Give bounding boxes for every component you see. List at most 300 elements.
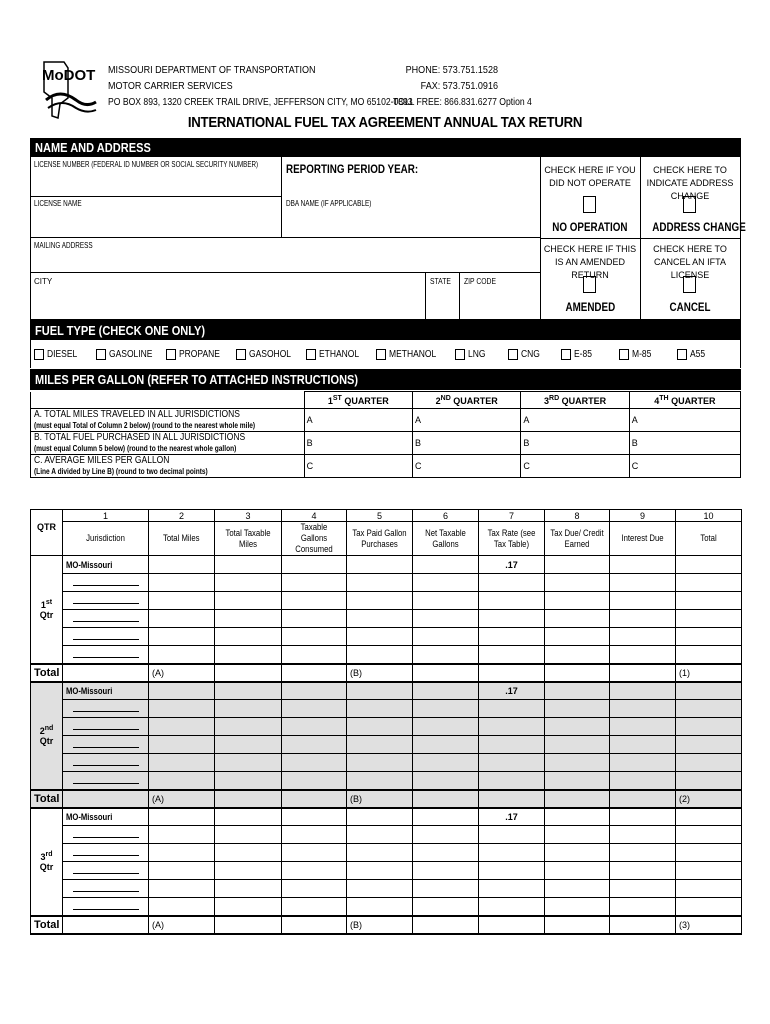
grid-cell[interactable] <box>413 772 479 790</box>
grid-cell[interactable] <box>545 718 610 736</box>
mpg-b-q3-letter: B <box>521 432 535 455</box>
grid-cell[interactable] <box>676 844 742 862</box>
grid-cell[interactable] <box>282 826 347 844</box>
mpg-a-q2-letter: A <box>413 409 427 432</box>
grid-cell[interactable] <box>413 790 479 808</box>
grid-cell[interactable] <box>676 754 742 772</box>
grid-cell[interactable] <box>347 628 413 646</box>
grid-cell[interactable] <box>215 862 282 880</box>
grid-cell[interactable] <box>545 736 610 754</box>
grid-cell[interactable] <box>215 718 282 736</box>
grid-cell[interactable] <box>610 556 676 574</box>
grid-cell[interactable] <box>347 898 413 916</box>
grid-cell[interactable] <box>479 826 545 844</box>
grid-cell[interactable] <box>610 736 676 754</box>
fuel-option-gasohol[interactable]: GASOHOL <box>236 349 298 360</box>
gasohol-checkbox[interactable] <box>236 349 246 360</box>
grid-cell[interactable] <box>215 682 282 700</box>
grid-cell[interactable] <box>610 646 676 664</box>
zip-code-field[interactable] <box>462 290 538 316</box>
grid-cell[interactable] <box>347 700 413 718</box>
no-operation-hint: CHECK HERE IF YOU DID NOT OPERATE <box>544 165 636 188</box>
modot-logo <box>38 58 102 122</box>
grid-cell[interactable] <box>149 700 215 718</box>
grid-cell[interactable] <box>149 592 215 610</box>
fuel-option-e85[interactable]: E-85 <box>561 349 595 360</box>
fuel-option-gasoline[interactable]: GASOLINE <box>96 349 160 360</box>
grid-cell[interactable] <box>282 736 347 754</box>
toll-free: TOLL FREE: 866.831.6277 Option 4 <box>393 96 532 108</box>
jurisdiction-field[interactable] <box>63 628 149 646</box>
grid-cell[interactable] <box>545 610 610 628</box>
grid-cell[interactable] <box>413 754 479 772</box>
grid-cell[interactable] <box>282 790 347 808</box>
grid-cell[interactable] <box>610 610 676 628</box>
grid-cell[interactable] <box>610 664 676 682</box>
m85-checkbox[interactable] <box>619 349 629 360</box>
mailing-address-field[interactable] <box>34 252 534 270</box>
total-miles-a[interactable]: (A) <box>149 916 215 934</box>
mpg-row-b-label: B. TOTAL FUEL PURCHASED IN ALL JURISDICTIONS (must equal Column 5 below) (round to the nearest whole gallon) <box>31 432 305 455</box>
grid-cell[interactable] <box>347 754 413 772</box>
grid-cell[interactable] <box>610 790 676 808</box>
grid-cell[interactable] <box>413 700 479 718</box>
grid-cell[interactable] <box>413 898 479 916</box>
grid-cell[interactable] <box>215 826 282 844</box>
col-number: 5 <box>347 510 413 522</box>
grid-cell[interactable] <box>676 574 742 592</box>
gasoline-checkbox[interactable] <box>96 349 106 360</box>
grid-cell[interactable] <box>545 826 610 844</box>
col-number: 6 <box>413 510 479 522</box>
jurisdiction-field[interactable] <box>63 592 149 610</box>
grid-cell[interactable] <box>479 916 545 934</box>
grid-cell[interactable] <box>610 880 676 898</box>
state-label: STATE <box>430 277 451 286</box>
grid-cell[interactable] <box>479 844 545 862</box>
grid-cell[interactable] <box>282 880 347 898</box>
grid-cell[interactable] <box>545 646 610 664</box>
grid-cell[interactable] <box>545 556 610 574</box>
mpg-a-q2-field[interactable] <box>426 409 521 432</box>
grid-cell[interactable] <box>282 664 347 682</box>
grid-cell[interactable] <box>479 592 545 610</box>
grid-cell[interactable] <box>282 592 347 610</box>
mpg-b-q2-field[interactable] <box>426 432 521 455</box>
grid-cell[interactable] <box>676 646 742 664</box>
mailing-address-label: MAILING ADDRESS <box>34 241 93 250</box>
grid-cell[interactable] <box>413 844 479 862</box>
grid-cell[interactable] <box>282 700 347 718</box>
a55-checkbox[interactable] <box>677 349 687 360</box>
grid-cell[interactable] <box>610 808 676 826</box>
reporting-period-field[interactable] <box>400 160 535 180</box>
col-header: Tax Due/ Credit Earned <box>545 522 610 556</box>
grid-cell[interactable] <box>676 700 742 718</box>
grid-cell[interactable] <box>215 610 282 628</box>
license-number-label: LICENSE NUMBER (FEDERAL ID NUMBER OR SOCIAL SECURITY NUMBER) <box>34 160 259 169</box>
grid-cell[interactable] <box>215 700 282 718</box>
grid-cell[interactable] <box>545 862 610 880</box>
col-header: Taxable Gallons Consumed <box>282 522 347 556</box>
jurisdiction-field[interactable] <box>63 880 149 898</box>
grid-cell[interactable] <box>347 592 413 610</box>
mpg-c-q4-field[interactable] <box>643 455 741 478</box>
grid-cell[interactable] <box>676 610 742 628</box>
grid-cell[interactable] <box>676 736 742 754</box>
grid-cell[interactable] <box>676 808 742 826</box>
total-gallons-b[interactable]: (B) <box>347 664 413 682</box>
grid-cell[interactable] <box>413 808 479 826</box>
grid-cell[interactable] <box>347 772 413 790</box>
dba-name-label: DBA NAME (IF APPLICABLE) <box>286 199 372 208</box>
grid-cell[interactable] <box>545 808 610 826</box>
mpg-b-q1-letter: B <box>304 432 318 455</box>
grid-cell[interactable] <box>610 916 676 934</box>
grid-cell[interactable] <box>545 898 610 916</box>
jurisdiction-field[interactable] <box>63 898 149 916</box>
grid-cell[interactable] <box>149 646 215 664</box>
grid-cell[interactable] <box>149 898 215 916</box>
grid-cell[interactable] <box>413 826 479 844</box>
grid-cell[interactable] <box>413 646 479 664</box>
grid-cell[interactable] <box>149 610 215 628</box>
grid-cell[interactable] <box>215 628 282 646</box>
grid-cell[interactable] <box>282 628 347 646</box>
grid-cell[interactable] <box>347 574 413 592</box>
tax-grid <box>30 509 742 935</box>
propane-checkbox[interactable] <box>166 349 176 360</box>
mpg-c-q1-field[interactable] <box>318 455 413 478</box>
col-number: 10 <box>676 510 742 522</box>
address-change-checkbox[interactable] <box>683 196 696 213</box>
jurisdiction-field[interactable] <box>63 646 149 664</box>
grid-cell[interactable] <box>545 916 610 934</box>
cancel-label: CANCEL <box>669 300 711 314</box>
grid-cell[interactable] <box>347 826 413 844</box>
grid-cell[interactable] <box>215 916 282 934</box>
fuel-option-cng[interactable]: CNG <box>508 349 543 360</box>
grid-cell[interactable] <box>282 682 347 700</box>
cancel-checkbox[interactable] <box>683 276 696 293</box>
mpg-table <box>30 391 741 478</box>
jurisdiction-field[interactable] <box>63 574 149 592</box>
grid-cell[interactable] <box>215 772 282 790</box>
grid-cell[interactable] <box>413 556 479 574</box>
grid-cell[interactable] <box>413 592 479 610</box>
col-number: 3 <box>215 510 282 522</box>
grid-cell[interactable] <box>149 844 215 862</box>
mpg-row-c-label: C. AVERAGE MILES PER GALLON (Line A divided by Line B) (round to two decimal points) <box>31 455 305 478</box>
grid-cell[interactable] <box>676 772 742 790</box>
grid-cell[interactable] <box>479 700 545 718</box>
grid-cell[interactable] <box>149 574 215 592</box>
grid-cell[interactable] <box>215 898 282 916</box>
grid-cell[interactable] <box>413 718 479 736</box>
grid-cell[interactable] <box>282 646 347 664</box>
quarter-total[interactable]: (1) <box>676 664 742 682</box>
mpg-a-q3-letter: A <box>521 409 535 432</box>
grid-cell[interactable] <box>413 628 479 646</box>
col-number: 2 <box>149 510 215 522</box>
mpg-band: MILES PER GALLON (REFER TO ATTACHED INSTRUCTIONS) <box>30 369 741 390</box>
grid-cell[interactable] <box>215 574 282 592</box>
grid-cell[interactable] <box>676 628 742 646</box>
jurisdiction-field[interactable] <box>63 610 149 628</box>
grid-cell[interactable] <box>149 682 215 700</box>
grid-cell[interactable] <box>676 880 742 898</box>
grid-cell[interactable] <box>545 664 610 682</box>
mpg-b-q4-field[interactable] <box>643 432 741 455</box>
total-jurisdiction <box>63 664 149 682</box>
fuel-option-m85[interactable]: M-85 <box>619 349 655 360</box>
grid-cell[interactable] <box>282 862 347 880</box>
grid-cell[interactable] <box>347 646 413 664</box>
mpg-q4-header: 4TH QUARTER <box>629 392 740 409</box>
grid-cell[interactable] <box>215 754 282 772</box>
grid-cell[interactable] <box>479 898 545 916</box>
mpg-a-q1-field[interactable] <box>318 409 413 432</box>
grid-cell[interactable] <box>676 898 742 916</box>
lng-checkbox[interactable] <box>455 349 465 360</box>
state-field[interactable] <box>428 290 457 316</box>
col-header: Total Miles <box>149 522 215 556</box>
mpg-c-q3-field[interactable] <box>535 455 630 478</box>
grid-cell[interactable] <box>413 736 479 754</box>
fuel-option-diesel[interactable]: DIESEL <box>34 349 83 360</box>
jurisdiction-field[interactable] <box>63 718 149 736</box>
grid-cell[interactable] <box>479 880 545 898</box>
col-header: Interest Due <box>610 522 676 556</box>
grid-cell[interactable] <box>479 736 545 754</box>
grid-cell[interactable] <box>347 880 413 898</box>
grid-cell[interactable] <box>545 754 610 772</box>
fuel-option-a55[interactable]: A55 <box>677 349 708 360</box>
grid-cell[interactable] <box>215 736 282 754</box>
fax: FAX: 573.751.0916 <box>420 80 498 92</box>
fuel-option-propane[interactable]: PROPANE <box>166 349 227 360</box>
name-address-band: NAME AND ADDRESS <box>30 138 741 157</box>
total-label: Total <box>31 916 63 934</box>
grid-cell[interactable] <box>282 754 347 772</box>
mpg-b-q3-field[interactable] <box>535 432 630 455</box>
col-number: 1 <box>63 510 149 522</box>
grid-cell[interactable] <box>413 610 479 628</box>
grid-cell[interactable] <box>149 754 215 772</box>
grid-cell[interactable] <box>610 592 676 610</box>
grid-cell[interactable] <box>149 736 215 754</box>
grid-cell[interactable] <box>545 772 610 790</box>
total-miles-a[interactable]: (A) <box>149 790 215 808</box>
grid-cell[interactable] <box>676 862 742 880</box>
zip-code-label: ZIP CODE <box>464 277 496 286</box>
address-change-hint: CHECK HERE TO INDICATE ADDRESS CHANGE <box>646 165 734 201</box>
grid-cell[interactable] <box>610 628 676 646</box>
grid-cell[interactable] <box>215 592 282 610</box>
quarter-total[interactable]: (2) <box>676 790 742 808</box>
mpg-c-q2-letter: C <box>413 455 427 478</box>
jurisdiction-field[interactable] <box>63 700 149 718</box>
grid-cell[interactable] <box>545 682 610 700</box>
grid-cell[interactable] <box>610 772 676 790</box>
grid-cell[interactable] <box>282 772 347 790</box>
grid-cell[interactable] <box>676 556 742 574</box>
total-gallons-b[interactable]: (B) <box>347 916 413 934</box>
grid-cell[interactable] <box>545 574 610 592</box>
grid-cell[interactable] <box>479 646 545 664</box>
grid-cell[interactable] <box>676 682 742 700</box>
jurisdiction-field[interactable] <box>63 754 149 772</box>
fuel-option-methanol[interactable]: METHANOL <box>376 349 445 360</box>
mpg-a-q1-letter: A <box>304 409 318 432</box>
jurisdiction-field[interactable] <box>63 826 149 844</box>
col-header: Tax Rate (see Tax Table) <box>479 522 545 556</box>
grid-cell[interactable] <box>610 844 676 862</box>
grid-cell[interactable] <box>545 790 610 808</box>
grid-cell[interactable] <box>347 736 413 754</box>
grid-cell[interactable] <box>610 754 676 772</box>
grid-cell[interactable] <box>149 718 215 736</box>
grid-cell[interactable] <box>282 574 347 592</box>
total-gallons-b[interactable]: (B) <box>347 790 413 808</box>
dept-name: MISSOURI DEPARTMENT OF TRANSPORTATION <box>108 64 316 76</box>
grid-cell[interactable] <box>149 862 215 880</box>
no-operation-checkbox[interactable] <box>583 196 596 213</box>
grid-cell[interactable] <box>282 718 347 736</box>
grid-cell[interactable] <box>347 862 413 880</box>
grid-cell[interactable] <box>149 772 215 790</box>
grid-cell[interactable] <box>676 826 742 844</box>
no-operation-label: NO OPERATION <box>552 220 628 234</box>
jurisdiction-field[interactable] <box>63 736 149 754</box>
grid-cell[interactable] <box>347 808 413 826</box>
license-number-field[interactable] <box>34 172 279 194</box>
total-label: Total <box>31 664 63 682</box>
grid-cell[interactable] <box>545 880 610 898</box>
grid-cell[interactable] <box>282 916 347 934</box>
quarter-label: 2nd Qtr <box>31 682 63 790</box>
jurisdiction-field[interactable] <box>63 862 149 880</box>
grid-cell[interactable] <box>479 790 545 808</box>
grid-cell[interactable] <box>347 556 413 574</box>
grid-cell[interactable] <box>479 772 545 790</box>
grid-cell[interactable] <box>479 574 545 592</box>
grid-cell[interactable] <box>545 592 610 610</box>
fuel-type-band: FUEL TYPE (CHECK ONE ONLY) <box>30 320 741 340</box>
grid-cell[interactable] <box>413 880 479 898</box>
license-name-label: LICENSE NAME <box>34 199 82 208</box>
col-number: 9 <box>610 510 676 522</box>
amended-checkbox[interactable] <box>583 276 596 293</box>
grid-cell[interactable] <box>413 862 479 880</box>
amended-hint: CHECK HERE IF THIS IS AN AMENDED RETURN <box>543 244 637 280</box>
mpg-b-q1-field[interactable] <box>318 432 413 455</box>
jurisdiction-missouri: MO-Missouri <box>63 682 149 700</box>
grid-cell[interactable] <box>282 556 347 574</box>
address-change-label: ADDRESS CHANGE <box>652 220 746 234</box>
grid-cell[interactable] <box>215 880 282 898</box>
grid-cell[interactable] <box>215 556 282 574</box>
grid-cell[interactable] <box>215 808 282 826</box>
grid-cell[interactable] <box>149 880 215 898</box>
grid-cell[interactable] <box>610 700 676 718</box>
fuel-option-lng[interactable]: LNG <box>455 349 489 360</box>
grid-cell[interactable] <box>413 916 479 934</box>
grid-cell[interactable] <box>347 682 413 700</box>
grid-cell[interactable] <box>215 646 282 664</box>
mpg-a-q3-field[interactable] <box>535 409 630 432</box>
dba-name-field[interactable] <box>286 210 536 234</box>
grid-cell[interactable] <box>610 862 676 880</box>
grid-cell[interactable] <box>479 862 545 880</box>
grid-cell[interactable] <box>676 718 742 736</box>
grid-cell[interactable] <box>282 844 347 862</box>
grid-cell[interactable] <box>282 898 347 916</box>
grid-cell[interactable] <box>545 700 610 718</box>
jurisdiction-field[interactable] <box>63 772 149 790</box>
grid-cell[interactable] <box>347 844 413 862</box>
grid-cell[interactable] <box>282 808 347 826</box>
amended-label: AMENDED <box>565 300 615 314</box>
mpg-c-q4-letter: C <box>629 455 643 478</box>
grid-cell[interactable] <box>545 628 610 646</box>
mpg-c-q2-field[interactable] <box>426 455 521 478</box>
jurisdiction-field[interactable] <box>63 844 149 862</box>
grid-cell[interactable] <box>149 628 215 646</box>
grid-cell[interactable] <box>610 898 676 916</box>
logo-text: MoDOT <box>42 67 96 84</box>
fuel-option-ethanol[interactable]: ETHANOL <box>306 349 366 360</box>
grid-cell[interactable] <box>610 826 676 844</box>
diesel-checkbox[interactable] <box>34 349 44 360</box>
e85-checkbox[interactable] <box>561 349 571 360</box>
grid-cell[interactable] <box>610 682 676 700</box>
mpg-a-q4-field[interactable] <box>643 409 741 432</box>
grid-cell[interactable] <box>347 718 413 736</box>
quarter-total[interactable]: (3) <box>676 916 742 934</box>
grid-cell[interactable] <box>610 718 676 736</box>
total-jurisdiction <box>63 790 149 808</box>
grid-cell[interactable] <box>215 844 282 862</box>
grid-cell[interactable] <box>545 844 610 862</box>
methanol-checkbox[interactable] <box>376 349 386 360</box>
grid-cell[interactable] <box>215 790 282 808</box>
grid-cell[interactable] <box>479 718 545 736</box>
grid-cell[interactable] <box>413 664 479 682</box>
total-miles-a[interactable]: (A) <box>149 664 215 682</box>
grid-cell[interactable] <box>149 808 215 826</box>
tax-rate: .17 <box>479 682 545 700</box>
grid-cell[interactable] <box>479 628 545 646</box>
city-field[interactable] <box>34 290 422 316</box>
grid-cell[interactable] <box>149 826 215 844</box>
grid-cell[interactable] <box>215 664 282 682</box>
grid-cell[interactable] <box>479 664 545 682</box>
grid-cell[interactable] <box>347 610 413 628</box>
grid-cell[interactable] <box>479 754 545 772</box>
grid-cell[interactable] <box>413 682 479 700</box>
cng-checkbox[interactable] <box>508 349 518 360</box>
ethanol-checkbox[interactable] <box>306 349 316 360</box>
grid-cell[interactable] <box>282 610 347 628</box>
col-header: Tax Paid Gallon Purchases <box>347 522 413 556</box>
grid-cell[interactable] <box>479 610 545 628</box>
grid-cell[interactable] <box>149 556 215 574</box>
grid-cell[interactable] <box>676 592 742 610</box>
license-name-field[interactable] <box>34 210 279 234</box>
grid-cell[interactable] <box>413 574 479 592</box>
grid-cell[interactable] <box>610 574 676 592</box>
